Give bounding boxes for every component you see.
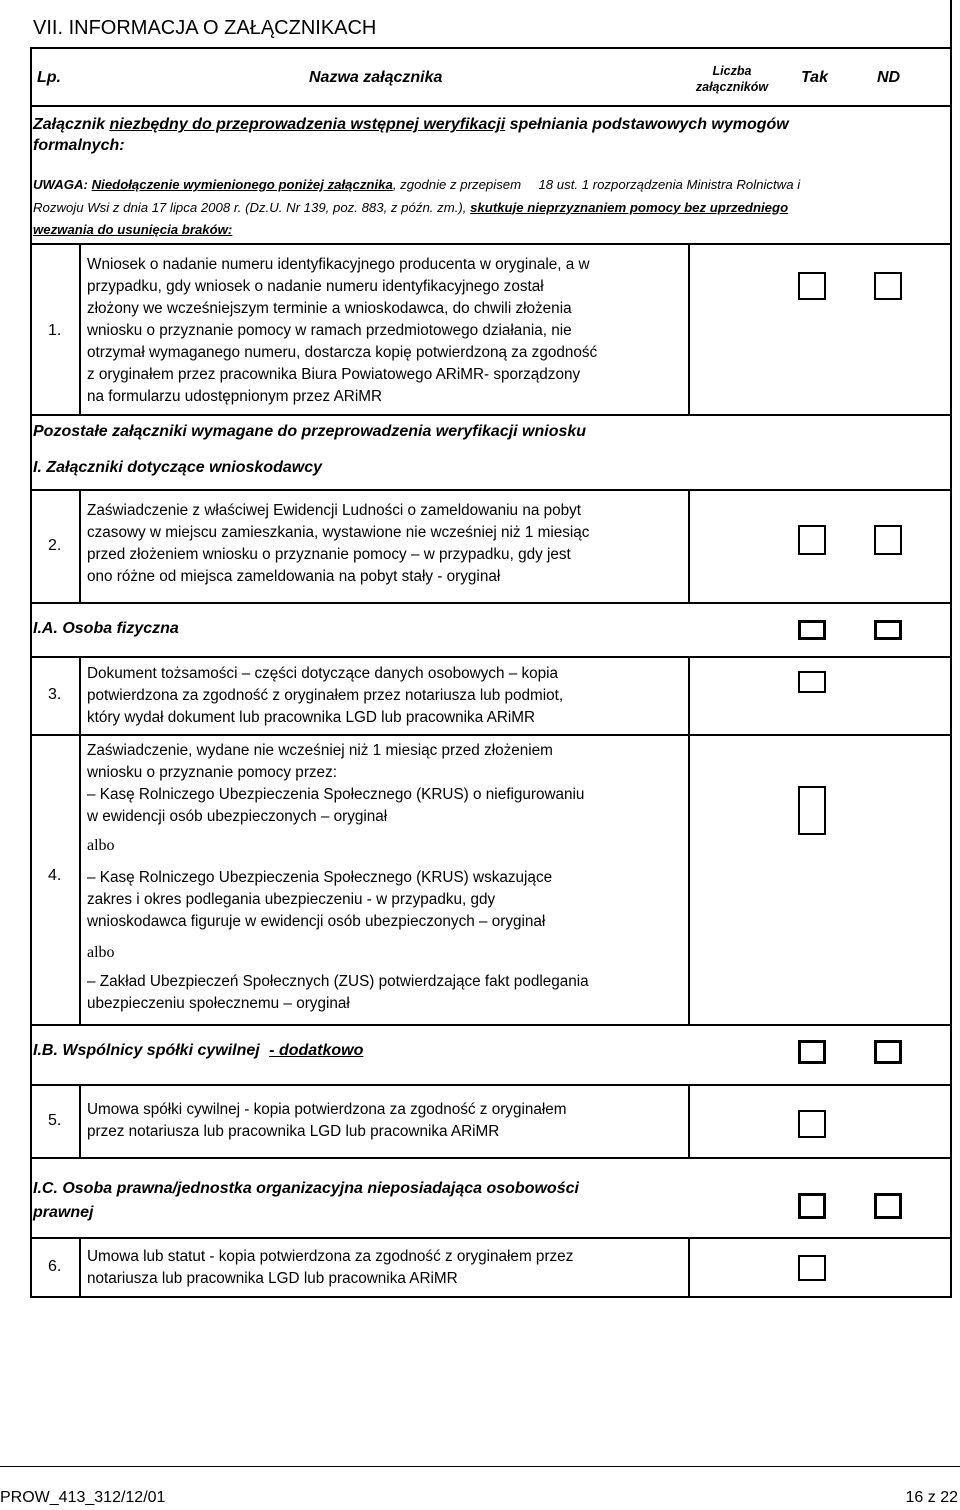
mandatory-heading-line2: formalnych: [33, 137, 125, 154]
frame-top-rule [30, 47, 952, 49]
item4-line: wnioskodawca figuruje w ewidencji osób ubezpieczonych – oryginał [87, 913, 546, 930]
warning-line3: wezwania do usunięcia braków: [33, 222, 233, 237]
item3-line: który wydał dokument lub pracownika LGD lub pracownika ARiMR [87, 709, 536, 726]
section-IB-bottom-rule [30, 1084, 952, 1086]
section-IB-tak-checkbox[interactable] [798, 1040, 826, 1064]
header-count [690, 63, 774, 95]
item6-text [87, 1246, 684, 1290]
item6-col-rule-left [79, 1237, 81, 1297]
item4-line: wniosku o przyznanie pomocy przez: [87, 764, 337, 781]
section-IB-nd-checkbox[interactable] [874, 1040, 902, 1064]
footer-rule [0, 1466, 960, 1467]
item2-col-rule-right [688, 489, 690, 603]
section-IC-bottom-rule [30, 1237, 952, 1239]
item1-col-rule-right [688, 243, 690, 415]
item4-line: – Zakład Ubezpieczeń Społecznych (ZUS) potwierdzające fakt podlegania [87, 973, 589, 990]
item1-col-rule-left [79, 243, 81, 415]
mandatory-heading-w1: Załącznik [33, 116, 106, 133]
item2-line: Zaświadczenie z właściwej Ewidencji Ludności o zameldowaniu na pobyt [87, 502, 582, 519]
warning-line2b: skutkuje nieprzyznaniem pomocy bez uprzedniego [470, 199, 789, 215]
item4-tak-checkbox[interactable] [798, 786, 826, 835]
section-IB-heading-a: I.B. Wspólnicy spółki cywilnej [33, 1042, 260, 1059]
item4-text [87, 740, 684, 1015]
item1-bottom-rule [30, 414, 952, 416]
item5-number: 5. [48, 1112, 62, 1129]
section-IB-heading-b: - dodatkowo [269, 1042, 364, 1059]
item1-number: 1. [48, 322, 62, 339]
item6-col-rule-right [688, 1237, 690, 1297]
item6-line: Umowa lub statut - kopia potwierdzona za zgodność z oryginałem przez [87, 1248, 574, 1265]
header-bottom-rule [30, 105, 952, 107]
item3-bottom-rule [30, 734, 952, 736]
item4-line: w ewidencji osób ubezpieczonych – oryginał [87, 808, 388, 825]
item4-line: ubezpieczeniu społecznemu – oryginał [87, 995, 350, 1012]
mandatory-heading-w2: niezbędny do przeprowadzenia wstępnej weryfikacji [109, 116, 506, 133]
item4-col-rule-right [688, 734, 690, 1025]
item2-line: przed złożeniem wniosku o przyznanie pomocy – w przypadku, gdy jest [87, 546, 571, 563]
item4-line: Zaświadczenie, wydane nie wcześniej niż 1 miesiąc przed złożeniem [87, 742, 553, 759]
section-I-bottom-rule [30, 489, 952, 491]
item3-line: potwierdzona za zgodność z oryginałem przez notariusza lub podmiot, [87, 687, 564, 704]
item1-line: złożony we wcześniejszym terminie a wnioskodawca, do chwili złożenia [87, 300, 572, 317]
item3-col-rule-left [79, 656, 81, 735]
section-I-heading: I. Załączniki dotyczące wnioskodawcy [33, 459, 322, 476]
item6-number: 6. [48, 1258, 62, 1275]
section-IC-heading [33, 1177, 579, 1225]
section-IC-tak-checkbox[interactable] [798, 1193, 826, 1219]
frame-bottom-rule [30, 1296, 952, 1298]
item1-line: przypadku, gdy wniosek o nadanie numeru identyfikacyjnego został [87, 278, 544, 295]
item2-tak-checkbox[interactable] [798, 525, 826, 555]
header-count-line1: Liczba [712, 64, 752, 78]
section-IB-heading [33, 1042, 363, 1060]
footer-page-number: 16 z 22 [905, 1489, 958, 1506]
section-IA-bottom-rule [30, 656, 952, 658]
header-nd: ND [877, 69, 901, 86]
section-IA-tak-checkbox[interactable] [798, 620, 826, 640]
item1-line: wniosku o przyznanie pomocy w ramach przedmiotowego działania, nie [87, 322, 572, 339]
warning-part3: 18 ust. 1 rozporządzenia Ministra Rolnictwa i [538, 177, 801, 192]
item6-tak-checkbox[interactable] [798, 1255, 826, 1281]
item4-bottom-rule [30, 1024, 952, 1026]
item5-line: przez notariusza lub pracownika LGD lub pracownika ARiMR [87, 1123, 500, 1140]
item4-line: albo [87, 944, 115, 961]
item1-nd-checkbox[interactable] [874, 272, 902, 300]
item2-bottom-rule [30, 602, 952, 604]
header-count-line2: załączników [695, 80, 769, 94]
item4-col-rule-left [79, 734, 81, 1025]
item1-tak-checkbox[interactable] [798, 272, 826, 300]
item4-line: albo [87, 837, 115, 854]
header-tak: Tak [801, 69, 828, 86]
warning-part2: , zgodnie z przepisem [392, 177, 522, 192]
item3-tak-checkbox[interactable] [798, 671, 826, 693]
item4-line: zakres i okres podlegania ubezpieczeniu - w przypadku, gdy [87, 891, 496, 908]
header-name: Nazwa załącznika [309, 69, 443, 86]
warning-bottom-rule [30, 243, 952, 245]
item5-col-rule-left [79, 1084, 81, 1158]
item2-text [87, 500, 684, 588]
frame-left-rule [30, 47, 32, 1298]
item5-tak-checkbox[interactable] [798, 1110, 826, 1138]
section-other-heading: Pozostałe załączniki wymagane do przeprowadzenia weryfikacji wniosku [33, 423, 587, 440]
item4-line: – Kasę Rolniczego Ubezpieczenia Społecznego (KRUS) o niefigurowaniu [87, 786, 585, 803]
item1-line: Wniosek o nadanie numeru identyfikacyjnego producenta w oryginale, a w [87, 256, 590, 273]
item5-bottom-rule [30, 1157, 952, 1159]
item6-line: notariusza lub pracownika LGD lub pracownika ARiMR [87, 1270, 458, 1287]
item2-nd-checkbox[interactable] [874, 525, 902, 555]
item3-col-rule-right [688, 656, 690, 735]
section-IC-heading-line1: I.C. Osoba prawna/jednostka organizacyjna nieposiadająca osobowości [33, 1180, 579, 1197]
mandatory-heading [33, 114, 933, 156]
item4-number: 4. [48, 867, 62, 884]
item3-line: Dokument tożsamości – części dotyczące danych osobowych – kopia [87, 665, 559, 682]
item2-col-rule-left [79, 489, 81, 603]
footer-code: PROW_413_312/12/01 [0, 1489, 166, 1506]
item1-line: otrzymał wymaganego numeru, dostarcza kopię potwierdzoną za zgodność [87, 344, 598, 361]
item4-line: – Kasę Rolniczego Ubezpieczenia Społecznego (KRUS) wskazujące [87, 869, 553, 886]
header-lp: Lp. [37, 69, 61, 86]
item5-line: Umowa spółki cywilnej - kopia potwierdzona za zgodność z oryginałem [87, 1101, 567, 1118]
item1-line: z oryginałem przez pracownika Biura Powiatowego ARiMR- sporządzony [87, 366, 581, 383]
item5-text [87, 1099, 684, 1143]
item3-number: 3. [48, 686, 62, 703]
warning-label: UWAGA: [33, 177, 88, 192]
item1-text [87, 254, 684, 408]
warning-block [33, 174, 925, 242]
section-IA-nd-checkbox[interactable] [874, 620, 902, 640]
item3-text [87, 663, 684, 729]
warning-part1: Niedołączenie wymienionego poniżej załącznika [91, 177, 393, 192]
item1-line: na formularzu udostępnionym przez ARiMR [87, 388, 383, 405]
mandatory-heading-w3: spełniania podstawowych wymogów [509, 116, 789, 133]
item2-line: ono różne od miejsca zameldowania na pobyt stały - oryginał [87, 568, 501, 585]
document-title: VII. INFORMACJA O ZAŁĄCZNIKACH [33, 17, 377, 39]
section-IA-heading: I.A. Osoba fizyczna [33, 620, 179, 637]
section-IC-heading-line2: prawnej [33, 1204, 94, 1221]
item5-col-rule-right [688, 1084, 690, 1158]
item2-line: czasowy w miejscu zamieszkania, wystawione nie wcześniej niż 1 miesiąc [87, 524, 590, 541]
warning-line2a: Rozwoju Wsi z dnia 17 lipca 2008 r. (Dz.U. Nr 139, poz. 883, z późn. zm.), [33, 199, 467, 215]
section-IC-nd-checkbox[interactable] [874, 1193, 902, 1219]
item2-number: 2. [48, 537, 62, 554]
frame-right-rule [950, 0, 952, 1298]
